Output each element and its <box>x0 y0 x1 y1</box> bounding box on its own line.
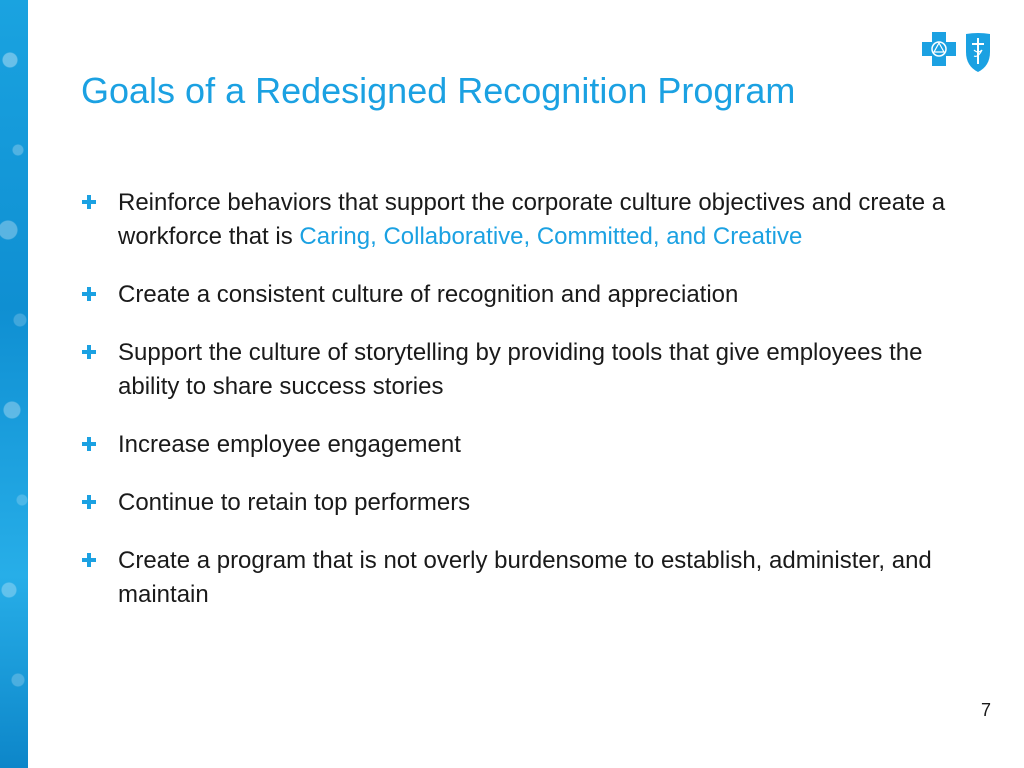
decorative-side-strip <box>0 0 28 768</box>
plus-icon <box>82 553 96 567</box>
shield-icon <box>966 33 990 72</box>
bullet-text: Create a program that is not overly burdensome to establish, administer, and maintain <box>118 547 932 608</box>
bullet-item <box>82 186 952 254</box>
page-number: 7 <box>980 700 991 720</box>
plus-icon <box>82 195 96 209</box>
bullet-text: Support the culture of storytelling by providing tools that give employees the ability to share success stories <box>118 339 923 400</box>
plus-icon <box>82 437 96 451</box>
bullet-item <box>82 278 952 312</box>
bullet-item <box>82 336 952 404</box>
plus-icon <box>82 287 96 301</box>
bullet-list <box>82 186 952 636</box>
bullet-highlight: Caring, Collaborative, Committed, and Creative <box>299 223 803 250</box>
bullet-text: Create a consistent culture of recognition and appreciation <box>118 281 739 308</box>
bullet-text: Continue to retain top performers <box>118 489 471 516</box>
plus-icon <box>82 495 96 509</box>
blue-cross-blue-shield-logo <box>920 30 998 76</box>
slide-title: Goals of a Redesigned Recognition Program <box>81 70 796 111</box>
bullet-item <box>82 486 952 520</box>
plus-icon <box>82 345 96 359</box>
bullet-text: Increase employee engagement <box>118 431 461 458</box>
bullet-item <box>82 428 952 462</box>
bullet-item <box>82 544 952 612</box>
cross-icon <box>922 32 956 66</box>
bullet-text: Reinforce behaviors that support the corporate culture objectives and create a workforce that is <box>118 189 946 250</box>
